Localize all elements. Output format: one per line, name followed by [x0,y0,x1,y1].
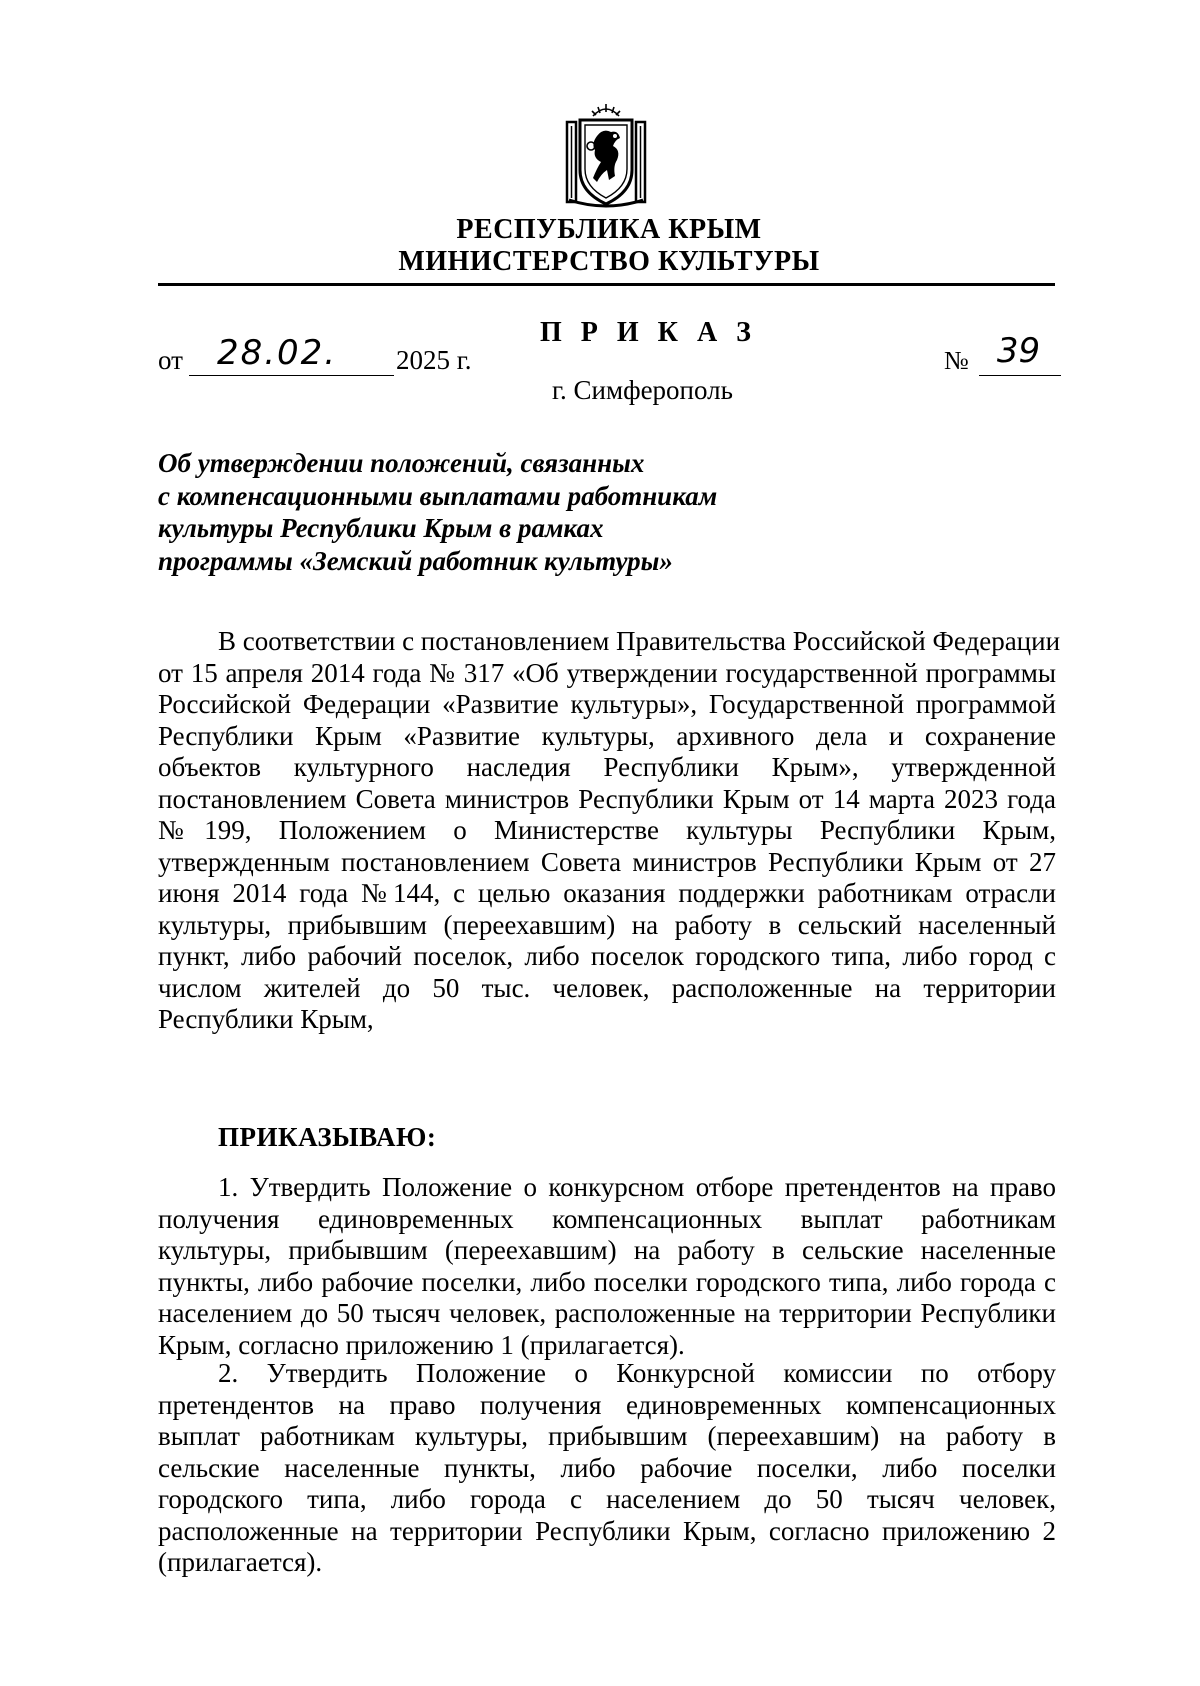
paragraph-line: постановлением Совета министров Республики Крым от 14 марта 2023 года [158,783,1056,814]
paragraph-line: городского типа, либо города с населением до 50 тысяч человек, [158,1484,1056,1514]
handwritten-date: 28.02. [216,333,338,373]
republic-title: РЕСПУБЛИКА КРЫМ [456,214,762,245]
subject-line: программы «Земский работник культуры» [158,545,673,576]
paragraph-line: культуры, прибывшим (переехавшим) на работу в сельские населенные [158,1235,1056,1265]
paragraph-line: Российской Федерации «Развитие культуры», Государственной программой [158,689,1056,719]
number-field [979,331,1061,376]
preamble-paragraph [158,626,1061,1036]
subject-line: Об утверждении положений, связанных [158,448,645,478]
paragraph-line: получения единовременных компенсационных выплат работникам [158,1203,1056,1234]
order-command: ПРИКАЗЫВАЮ: [218,1122,437,1152]
ministry-title: МИНИСТЕРСТВО КУЛЬТУРЫ [398,246,820,277]
paragraph-line: утвержденным постановлением Совета министров Республики Крым от 27 [158,846,1056,877]
paragraph-line: расположенные на территории Республики Крым, согласно приложению 2 [158,1515,1056,1546]
paragraph-line: выплат работникам культуры, прибывшим (переехавшим) на работу в [158,1421,1056,1451]
paragraph-line: Крым, согласно приложению 1 (прилагается). [158,1329,685,1360]
paragraph-line: сельские населенные пункты, либо рабочие поселки, либо поселки [158,1452,1056,1483]
paragraph-line: Республики Крым, [158,1004,374,1034]
paragraph-line: пункт, либо рабочий поселок, либо поселок городского типа, либо город с [158,941,1056,971]
paragraph-line: объектов культурного наследия Республики Крым», утвержденной [158,752,1056,782]
paragraph-line: июня 2014 года №144, с целью оказания поддержки работникам отрасли [158,878,1056,908]
header-divider [158,283,1055,286]
paragraph-line: №199, Положением о Министерстве культуры Республики Крым, [158,815,1056,845]
handwritten-number: 39 [996,331,1041,371]
paragraph-line: пункты, либо рабочие поселки, либо поселки городского типа, либо города с [158,1266,1056,1297]
paragraph-line: культуры, прибывшим (переехавшим) на работу в сельский населенный [158,909,1056,940]
paragraph-line: претендентов на право получения единовременных компенсационных [158,1389,1056,1420]
item-2-paragraph [158,1358,1056,1579]
paragraph-line: числом жителей до 50 тыс. человек, расположенные на территории [158,972,1056,1003]
subject-line: с компенсационными выплатами работникам [158,480,718,511]
item-1-paragraph [158,1172,1056,1361]
crimea-coat-of-arms-icon [563,100,649,210]
number-prefix: № [944,346,969,375]
subject-line: культуры Республики Крым в рамках [158,513,604,543]
city: г. Симферополь [552,375,733,405]
paragraph-line: Республики Крым «Развитие культуры, архивного дела и сохранение [158,720,1056,751]
date-field [189,333,394,376]
order-number [944,331,1061,376]
date-year: 2025 г. [395,345,472,375]
order-date [158,333,472,376]
paragraph-line: от 15 апреля 2014 года № 317 «Об утверждении государственной программы [158,657,1056,688]
paragraph-line: населением до 50 тысяч человек, расположенные на территории Республики [158,1298,1056,1328]
order-title: П Р И К А З [540,317,757,348]
order-subject [158,447,858,577]
paragraph-line: 2. Утвердить Положение о Конкурсной комиссии по отбору [218,1358,1056,1388]
date-prefix: от [158,345,183,375]
paragraph-line: 1. Утвердить Положение о конкурсном отборе претендентов на право [218,1172,1056,1202]
paragraph-line: (прилагается). [158,1547,323,1577]
paragraph-line: В соответствии с постановлением Правительства Российской Федерации [218,626,1061,656]
